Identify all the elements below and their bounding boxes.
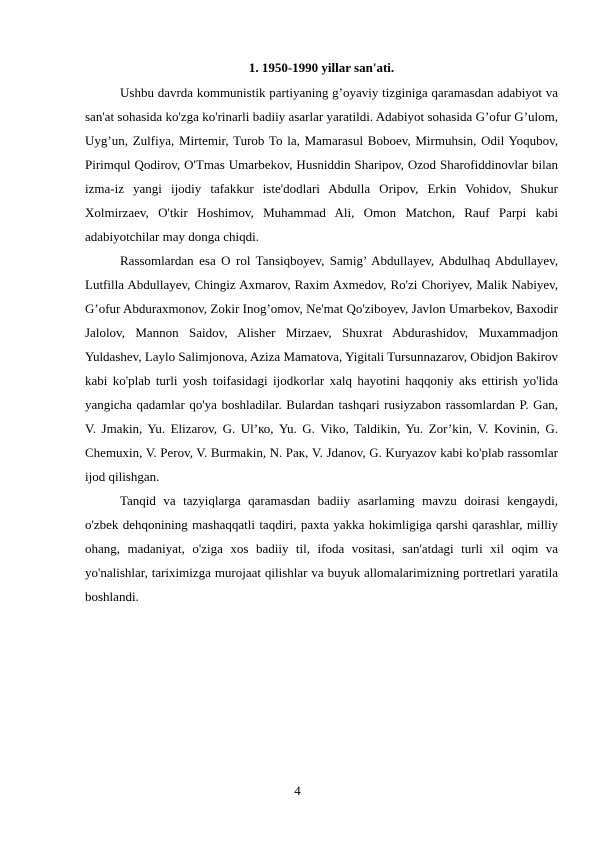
page-number: 4 (294, 783, 301, 798)
document-page (85, 56, 558, 609)
paragraph-literature: Ushbu davrda kommunistik partiyaning g’oyaviy tizginiga qaramasdan adabiyot va san'at sohasida ko'zga ko'rinarli badiiy asarlar yaratildi. Adabiyot sohasida G’ofur G’ulom, Uyg’un, Zulfiya, Mirtemir, Turob To la, Mamarasul Boboev, Mirmuhsin, Odil Yoqubov, Pirimqul Qodirov, O'Tmas Umarbekov, Husniddin Sharipov, Ozod Sharofiddinovlar bilan izma-iz yangi ijodiy tafakkur iste'dodlari Abdulla Oripov, Erkin Vohidov, Shukur Xolmirzaev, O'tkir Hoshimov, Muhammad Ali, Omon Matchon, Rauf Parpi kabi adabiyotchilar may donga chiqdi. (85, 85, 558, 244)
paragraph-artists: Rassomlardan esa O rol Tansiqboyev, Samig’ Abdullayev, Abdulhaq Abdullayev, Lutfilla Abdullayev, Chingiz Axmarov, Raxim Axmedov, Ro'zi Choriyev, Malik Nabiyev, G’ofur Abduraxmonov, Zokir Inog’omov, Ne'mat Qo'ziboyev, Javlon Umarbekov, Baxodir Jalolov, Mannon Saidov, Alisher Mirzaev, Shuxrat Abdurashidov, Muxammadjon Yuldashev, Laylo Salimjonova, Aziza Mamatova, Yigitali Tursunnazarov, Obidjon Bakirov kabi ko'plab turli yosh toifasidagi ijodkorlar xalq hayotini haqqoniy aks ettirish yo'lida yangicha qadamlar qo'ya boshladilar. Bulardan tashqari rusiyzabon rassomlardan P. Gan, V. Jmakin, Yu. Elizarov, G. Ul’ко, Yu. G. Viko, Taldikin, Yu. Zor’kin, V. Kovinin, G. Chemuxin, V. Perov, V. Burmakin, N. Рак, V. Jdanov, G. Kuryazov kabi ko'plab rassomlar ijod qilishgan. (85, 253, 558, 484)
paragraph-themes: Tanqid va tazyiqlarga qaramasdan badiiy asarlaming mavzu doirasi kengaydi, o'zbek dehqonining mashaqqatli taqdiri, paxta yakka hokimligiga qarshi qarashlar, milliy ohang, madaniyat, o'ziga xos badiiy til, ifoda vositasi, san'atdagi turli xil oqim va yo'nalishlar, tariximizga murojaat qilishlar va buyuk allomalarimizning portretlari yaratila boshlandi. (85, 493, 558, 604)
section-title: 1. 1950-1990 yillar san'ati. (248, 60, 395, 75)
